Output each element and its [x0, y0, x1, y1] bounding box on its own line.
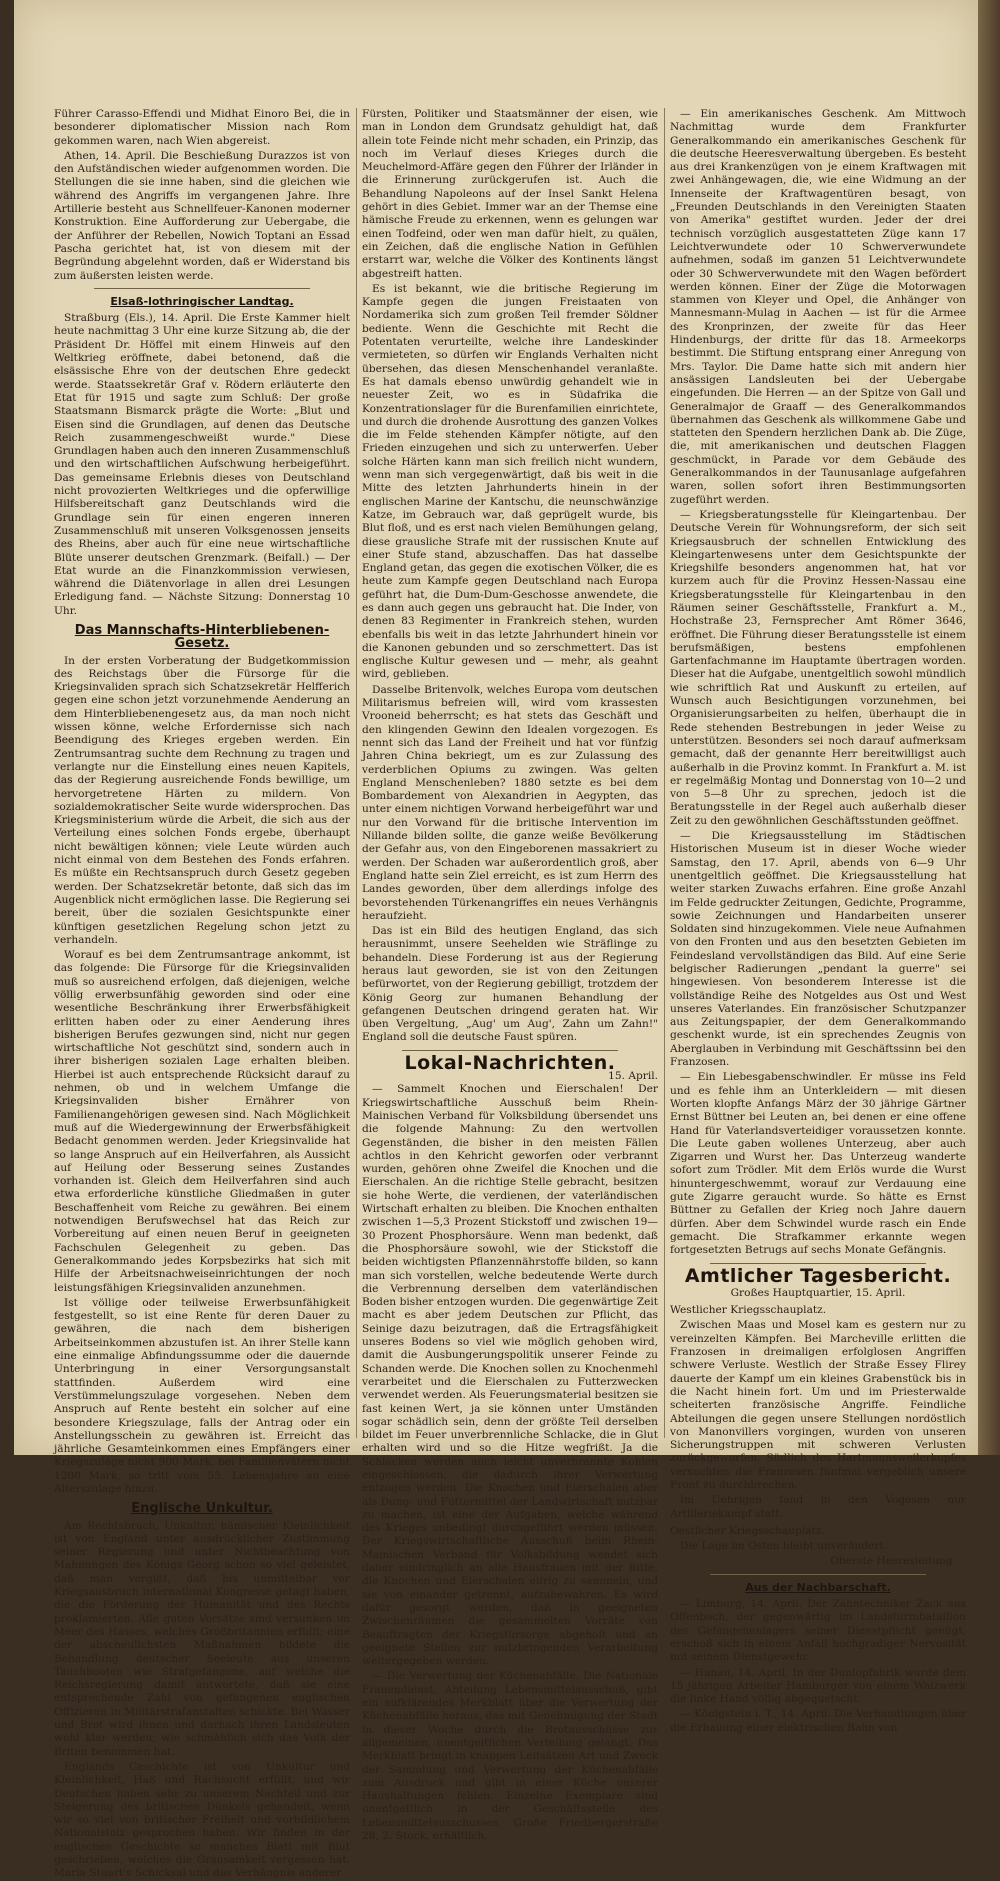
article-text: — Kriegsberatungsstelle für Kleingartenbau. Der Deutsche Verein für Wohnungsreform, der sich seit Kriegsausbruch der schnellen Entwicklung des Kleingartenwesens unter dem Gesichtspunkte der Kriegshilfe besonders angenommen hat, hat vor kurzem auch für die Provinz Hessen-Nassau eine Kriegsberatungsstelle für Kleingartenbau in den Räumen seiner Geschäftsstelle, Frankfurt a. M., Hochstraße 23, Fernsprecher Amt Römer 3646, eröffnet. Die Führung dieser Beratungsstelle ist einem berufsmäßigen, bestens empfohlenen Gartenfachmanne im Hauptamte übertragen worden. Dieser hat die Aufgabe, unentgeltlich sowohl mündlich wie schriftlich Rat und Auskunft zu erteilen, auf Wunsch auch Besichtigungen vorzunehmen, bei Organisierungsarbeiten zu helfen, überhaupt die in Rede stehenden Bestrebungen in jeder Weise zu unterstützen. Besonders sei noch darauf aufmerksam gemacht, daß der genannte Herr bereitwilligst auch außerhalb in die Provinz kommt. In Frankfurt a. M. ist er regelmäßig Montag und Donnerstag von 10—2 und von 5—8 Uhr zu sprechen, jedoch ist die Beratungsstelle in der Regel auch außerhalb dieser Zeit zu den gewöhnlichen Geschäftsstunden geöffnet. — [670, 508, 966, 827]
article-text: Ist völlige oder teilweise Erwerbsunfähigkeit festgestellt, so ist eine Rente für deren Dauer zu gewähren, die nach dem bisherigen Arbeitseinkommen abzustufen ist. An ihrer Stelle kann eine einmalige Abfindungssumme oder die dauernde Unterbringung in einer Versorgungsanstalt stattfinden. Außerdem wird eine Verstümmelungszulage vorgesehen. Neben dem Anspruch auf Rente besteht ein solcher auf eine besondere Kriegszulage, falls der Antrag oder ein Anstellungsschein zu gewähren ist. Erreicht das jährliche Gesamteinkommen eines Empfängers einer Kriegszulage nicht 900 Mark, bei Familienvätern nicht 1200 Mark, so tritt vom 55. Lebensjahre an eine Alterszulage hinzu. — [54, 1296, 350, 1495]
column-right — [670, 108, 966, 1734]
section-heading: Aus der Nachbarschaft. — [745, 1580, 891, 1594]
article-text: — Ein Liebesgabenschwindler. Er müsse ins Feld und es fehle ihm an Unterkleidern — mit diesen Worten klopfte Anfangs März der 30 jährige Gärtner Ernst Büttner bei Leuten an, bei denen er eine offene Hand für Vaterlandsverteidiger voraussetzen konnte. Die Leute gaben wollenes Unterzeug, aber auch Zigarren und Wurst her. Das Unterzeug wanderte sofort zum Trödler. Mit dem Erlös wurde die Wurst hinuntergeschwemmt, worauf zur Verdauung eine gute Zigarre geraucht wurde. So hätte es Ernst Büttner zu Gefallen der Krieg noch Jahre dauern dürfen. Aber dem Schwindel wurde rasch ein Ende gemacht. Die Strafkammer erkannte wegen fortgesetzten Betrugs auf sechs Monate Gefängnis. — [670, 1071, 966, 1257]
column-rule — [664, 108, 665, 1438]
divider — [710, 1263, 926, 1264]
column-left — [54, 108, 350, 1880]
article-text: Im Uebrigen fand in den Vogesen nur Artilleriekampf statt. — [670, 1494, 966, 1520]
column-rule — [356, 108, 357, 1438]
article-text: Straßburg (Els.), 14. April. Die Erste Kammer hielt heute nachmittag 3 Uhr eine kurze Sitzung ab, die der Präsident Dr. Höffel mit einem Hinweis auf den Weltkrieg eröffnete, dabei betonend, daß die elsässische Ehre von der deutschen Ehre gedeckt werde. Staatssekretär Graf v. Rödern erläuterte den Etat für 1915 und sagte zum Schluß: Der große Staatsmann Bismarck prägte die Worte: „Blut und Eisen sind die Grundlagen, auf denen das Deutsche Reich zusammengeschweißt wurde." Diese Grundlagen haben auch den inneren Zusammenschluß und den wirtschaftlichen Aufschwung herbeigeführt. Das gemeinsame Erlebnis dieses von Deutschland nicht provozierten Weltkrieges und die opferwillige Hilfsbereitschaft ganz Deutschlands wird die Grundlage sein für einen engeren inneren Zusammenschluß mit unseren Volksgenossen jenseits des Rheins, aber auch für eine neue wirtschaftliche Blüte unserer deutschen Grenzmark. (Beifall.) — Der Etat wurde an die Finanzkommission verwiesen, während die Diätenvorlage in allen drei Lesungen Erledigung fand. — Nächste Sitzung: Donnerstag 10 Uhr. — [54, 312, 350, 617]
article-text: Zwischen Maas und Mosel kam es gestern nur zu vereinzelten Kämpfen. Bei Marcheville erlitten die Franzosen in dreimaligen erfolglosen Angriffen schwere Verluste. Westlich der Straße Essey Flirey dauerte der Kampf um ein kleines Grabenstück bis in die Nacht hinein fort. Um und im Priesterwalde scheiterten französische Angriffe. Feindliche Abteilungen die gegen unsere Stellungen nordöstlich von Manonvillers vorgingen, wurden von unseren Sicherungstruppen mit schweren Verlusten zurückgeworfen. Südlich des Hartmannsweilerkopfes versuchten die Franzosen fünfmal vergeblich unsere Front zu durchbrechen. — [670, 1319, 966, 1491]
article-text: — Die Kriegsausstellung im Städtischen Historischen Museum ist in dieser Woche wieder Samstag, den 17. April, abends von 6—9 Uhr unentgeltlich geöffnet. Die Kriegsausstellung hat weiter starken Zuwachs erfahren. Eine große Anzahl im Felde gedruckter Zeitungen, Gedichte, Programme, sowie Zeichnungen und Handarbeiten unserer Soldaten sind hinzugekommen. Viele neue Aufnahmen von den Fronten und aus den besetzten Gebieten im Feindesland vervollständigen das Bild. Auf eine Serie belgischer Radierungen „pendant la guerre" sei hingewiesen. Von besonderem Interesse ist die vollständige Reihe des Notgeldes aus Ost und West unseres Vaterlandes. Ein französischer Schutzpanzer aus Zeitungspapier, der dem Generalkommando geschenkt wurde, ist ein sprechendes Zeugnis von Aberglauben in Verbindung mit Geschäftssinn bei den Franzosen. — [670, 830, 966, 1069]
article-text: — Die Verwertung der Küchenabfälle. Die Nationale Frauendienst, Abteilung Lebensmittelausschuß, gibt ein aufklärendes Merkblatt über die Verwertung der Küchenabfälle heraus, das mit Genehmigung der Stadt in dieser Woche durch die Brotausschüsse zur allgemeinen, unentgeltlichen Verteilung gelangt. Das Merkblatt bringt in knappen Leitsätzen Art und Zweck der Sammlung und Verwertung der Küchenabfälle zum Ausdruck und gibt in einer Küche unserer Haushaltungen fehlen. Einzelne Exemplare sind unentgeltlich in der Geschäftsstelle des Lebensmittelausschusses, Große Friedbergerstraße 28, 2. Stock, erhältlich. — [362, 1670, 658, 1842]
report-origin: Großes Hauptquartier, 15. April. — [730, 1286, 906, 1299]
section-heading: Englische Unkultur. — [131, 1501, 273, 1517]
section-heading: Das Mannschafts-Hinterbliebenen-Gesetz. — [74, 622, 330, 652]
signature: Oberste Heeresleitung. — [830, 1555, 956, 1568]
section-heading: Amtlicher Tagesbericht. — [684, 1264, 952, 1287]
subheading: Westlicher Kriegsschauplatz. — [670, 1304, 827, 1317]
article-text: — Sammelt Knochen und Eierschalen! Der Kriegswirtschaftliche Ausschuß beim Rhein-Mainischen Verband für Volksbildung übersendet uns die folgende Mahnung: Zu den wertvollen Gegenständen, die bisher in den meisten Fällen achtlos in den Kehricht geworfen oder verbrannt wurden, gehören ohne Zweifel die Knochen und die Eierschalen. An die richtige Stelle gebracht, besitzen sie hohe Werte, die verdienen, der vaterländischen Wirtschaft erhalten zu bleiben. Die Knochen enthalten zwischen 1—5,3 Prozent Stickstoff und zwischen 19—30 Prozent Phosphorsäure. Wenn man bedenkt, daß die Phosphorsäure sowohl, wie der Stickstoff die beiden wichtigsten Pflanzennährstoffe bilden, so kann man sich vorstellen, welche bedeutende Werte durch die Verbrennung derselben dem vaterländischen Boden bisher entzogen wurden. Die gegenwärtige Zeit macht es aber jedem Deutschen zur Pflicht, das Seinige dazu beizutragen, daß die Ertragsfähigkeit unseres Bodens so viel wie möglich gehoben wird, damit die Ausbungerungspolitik unserer Feinde zu Schanden werde. Die Knochen sollen zu Knochenmehl verarbeitet und die Eierschalen zu Futterzwecken verwendet werden. Als Feuerungsmaterial besitzen sie fast keinen Wert, ja sie können unter Umständen sogar schädlich sein, denn der größte Teil derselben bildet im Feuer unverbrennliche Schlacke, die in Glut erhalten wird und so die Hitze wegfrißt. Ja die Schlacken werden auch leicht unverbrannte Kohlen eingeschlossen, die dadurch ihrer Verwertung entzogen werden. Die Knochen und Eierschalen aber als Dung- und Futtermittel der Landwirtschaft nutzbar zu machen, ist eine der Aufgaben, welche während des Krieges unbedingt durchgeführt werden müssen. Der Kriegswirtschaftliche Ausschuß beim Rhein-Mainischen Verband für Volksbildung wendet sich daher eindringlich an alle Hausfrauen mit der Bitte, die Knochen und Eierschalen eifrig zu sammeln, und sie von einander getrennt, aufzubewahren. Es wird dafür gesorgt werden, daß in geeigneten Zwischenräumen die gesammelten Vorräte von Beauftragten der Kriegsfürsorge abgeholt und an geeignete Stellen zur nutzbringenden Verarbeitung weitergegeben werden. — [362, 1083, 658, 1668]
article-text: Worauf es bei dem Zentrumsantrage ankommt, ist das folgende: Die Fürsorge für die Kriegsinvaliden muß so ausreichend erfolgen, daß diejenigen, welche völlig erwerbsunfähig geworden sind oder eine wesentliche Beschränkung ihrer Erwerbsfähigkeit erlitten haben oder zu einer Aenderung ihres bisherigen Berufes gezwungen sind, nicht nur gegen wirtschaftliche Not geschützt sind, sondern auch in ihrer bisherigen sozialen Lage erhalten bleiben. Hierbei ist auch entsprechende Rücksicht darauf zu nehmen, ob und in welchem Umfange die Kriegsinvaliden bisher Ernährer von Familienangehörigen gewesen sind. Nach Möglichkeit muß auf die Wiedergewinnung der Erwerbsfähigkeit Bedacht genommen werden. Jeder Kriegsinvalide hat so lange Anspruch auf ein Heilverfahren, als Aussicht auf Heilung oder Besserung seines Zustandes vorhanden ist. Gleich dem Heilverfahren sind auch etwa erforderliche künstliche Gliedmaßen in guter Beschaffenheit vom Reiche zu gewähren. Bei einem notwendigen Berufswechsel hat das Reich zur Vorbereitung auf einen neuen Beruf in geeigneten Fachschulen Gelegenheit zu geben. Das Generalkommando jedes Korpsbezirks hat sich mit Hilfe der Arbeitsnachweiseinrichtungen der noch leistungsfähigen Kriegsinvaliden anzunehmen. — [54, 949, 350, 1294]
column-middle — [362, 108, 658, 1842]
article-text: — Hanau, 14. April. In der Dunlopfabrik wurde dem 15 jährigen Arbeiter Hamburger von einem Walzwerk die linke Hand völlig abgequetscht. — [670, 1666, 966, 1706]
subheading: Oestlicher Kriegsschauplatz. — [670, 1524, 825, 1537]
article-text: Athen, 14. April. Die Beschießung Durazzos ist von den Aufständischen wieder aufgenommen worden. Die Stellungen die sie inne haben, sind die gleichen wie während des Angriffs im vergangenen Jahre. Ihre Artillerie besteht aus Schnellfeuer-Kanonen moderner Konstruktion. Eine Aufforderung zur Uebergabe, die der Anführer der Rebellen, Nowich Toptani an Essad Pascha gerichtet hat, ist von diesem mit der Begründung abgelehnt worden, daß er Widerstand bis zum äußersten leisten werde. — [54, 149, 350, 282]
article-text: — Ein amerikanisches Geschenk. Am Mittwoch Nachmittag wurde dem Frankfurter Generalkommando ein amerikanisches Geschenk für die deutsche Heeresverwaltung übergeben. Es besteht aus drei Krankenzügen von je einem Kraftwagen mit zwei Anhängewagen, die, wie eine Widmung an der Innenseite der Kraftwagentüren besagt, von „Freunden Deutschlands in den Vereinigten Staaten von Amerika" gestiftet wurden. Jeder der drei technisch vorzüglich ausgestatteten Züge kann 17 Leichtverwundete oder 10 Schwerverwundete aufnehmen, sodaß im ganzen 51 Leichtverwundete oder 30 Schwerverwundete mit den Wagen befördert werden können. Einer der Züge die Motorwagen stammen von Kleyer und Opel, die Anhänger von Mannesmann-Mulag in Aachen — ist für die Armee des Kronprinzen, der zweite für das Heer Hindenburgs, der dritte für das 18. Armeekorps bestimmt. Die Stiftung entsprang einer Anregung von Mrs. Taylor. Die Dame hatte sich mit andern hier ansässigen Landsleuten bei der Uebergabe eingefunden. Die Herren — an der Spitze von Gall und Generalmajor de Graaff — des Generalkommandos übernahmen das Geschenk als willkommene Gabe und statteten den Spendern herzlichen Dank ab. Die Züge, die, mit amerikanischen und deutschen Flaggen geschmückt, in Parade vor dem Gebäude des Generalkommandos in der Taunusanlage aufgefahren waren, sollen sofort ihren Bestimmungsorten zugeführt werden. — [670, 108, 966, 506]
article-text: In der ersten Vorberatung der Budgetkommission des Reichstags über die Fürsorge für die Kriegsinvaliden sprach sich Schatzsekretär Helfferich gegen eine schon jetzt vorzunehmende Aenderung an dem Hinterbliebenengesetz aus, da man noch nicht wissen könne, welche Erfordernisse sich nach Beendigung des Krieges ergeben werden. Ein Zentrumsantrag suchte dem Rechnung zu tragen und verlangte nur die Einstellung eines neuen Kapitels, das der Regierung ausreichende Fonds bewillige, um hervorgetretene Härten zu mildern. Von sozialdemokratischer Seite wurde widersprochen. Das Kriegsministerium würde die Arbeit, die sich aus der Verteilung eines solchen Fonds ergebe, überhaupt nicht bewältigen können; viele Leute würden auch nicht einmal von dem Bestehen des Fonds erfahren. Es müßte ein Rechtsanspruch durch Gesetz gegeben werden. Der Schatzsekretär betonte, daß sich das im Augenblick nicht ermöglichen lasse. Die Regierung sei bereit, über die sozialen Gesichtspunkte einer künftigen gesetzlichen Regelung schon jetzt zu verhandeln. — [54, 654, 350, 946]
section-date: 15. April. — [608, 1070, 658, 1083]
article-text: — Königstein i. T., 14. April. Die Verhandlungen über die Erbauung einer elektrischen Bahn von — [670, 1708, 966, 1734]
article-text: Führer Carasso-Effendi und Midhat Einoro Bei, die in besonderer diplomatischer Mission nach Rom gekommen waren, nach Wien abgereist. — [54, 108, 350, 147]
divider — [94, 288, 310, 289]
article-text: Englands Geschichte ist von Unkultur und Kleinlichkeit, Haß und Rachsucht erfüllt, und wir Deutschen haben sehr zu unserem Nachteil und zur Steigerung des britischen Dünkels gehandelt, wenn wir so viel von britischer Freiheit und vorbildlichem Nationalstolz gesprochen haben. Wir finden in der englischen Geschichte so manches Blatt mit Blut geschrieben, welches die Grausamkeit vergessen hat. Maria Stuart's Schicksal und das Verhängnis anderer — [54, 1760, 350, 1880]
article-text: Am Rechtsbruch, Unkultur, hämischer Kleinlichkeit ist von England unter ausdrücklicher Zustimmung seiner Regierung und unter Nichtbeachtung von Mahnungen des Königs Georg schon so viel geleistet, daß man vergißt, daß bis unmittelbar vor Kriegsausbruch international Kongresse getagt haben, die die Förderung der Humanität und des Rechts proklamierten. Alle guten Vorsätze sind versunken im Meer des Hasses, welches Großbritannien erfüllt; eine der abscheulichsten Maßnahmen bildete die Behandlung deutscher Seeleute aus unseren Tauchbooten wie Strafgefangene, auf welche die Reichsregierung damit antwortete, daß sie eine entsprechende Zahl von gefangenen englischen Offizieren in Militärstrafanstalten schickte. Bei Wasser und Brot wird ihnen und darnach ihren Landsleuten wohl klar werden, wie schmählich sich das Volk der Briten benommen hat. — [54, 1519, 350, 1758]
divider — [402, 1050, 618, 1051]
article-text: Es ist bekannt, wie die britische Regierung im Kampfe gegen die jungen Freistaaten von Nordamerika sich zum großen Teil fremder Söldner bediente. Wenn die Geschichte mit Recht die Potentaten verurteilte, welche ihre Landeskinder vermieteten, so dürfen wir Englands Verhalten nicht übersehen, das diesen Menschenhandel veranlaßte. Es hat damals ebenso unwürdig gehandelt wie in neuester Zeit, wo es in Südafrika die Konzentrationslager für die Burenfamilien einrichtete, und durch die drohende Ausrottung des ganzen Volkes die im Felde stehenden Kämpfer nötigte, auf den Frieden einzugehen und sich zu unterwerfen. Ueber solche Härten kann man sich freilich nicht wundern, wenn man sich vergegenwärtigt, daß bis weit in die Mitte des letzten Jahrhunderts hinein in der englischen Marine der Kantschu, die neunschwänzige Katze, im Gebrauch war, daß geprügelt wurde, bis Blut floß, und es erst nach vielen Bemühungen gelang, diese grausliche Strafe mit der russischen Knute auf einer Stufe stand, abzuschaffen. Das hat dasselbe England getan, das gegen die exotischen Völker, die es heute zum Kampfe gegen Deutschland nach Europa geführt hat, die Dum-Dum-Geschosse anwendete, die es dann auch gegen uns gebraucht hat. Die Inder, von denen 83 Regimenter in Frankreich stehen, wurden ebenfalls bis weit in das letzte Jahrhundert hinein vor die Kanonen gebunden und so zerschmettert. Das ist englische Kultur gewesen und — mehr, als geahnt wird, geblieben. — [362, 282, 658, 681]
newspaper-page — [14, 0, 978, 1880]
section-heading: Lokal-Nachrichten. — [404, 1051, 616, 1074]
article-text: Die Lage im Osten bleibt unverändert. — [680, 1540, 888, 1553]
article-text: Das ist ein Bild des heutigen England, das sich herausnimmt, unsere Seehelden wie Sträflinge zu behandeln. Diese Forderung ist aus der Regierung heraus laut geworden, sie ist von den Zeitungen befürwortet, von der Regierung gebilligt, trotzdem der König Georg zur humanen Behandlung der gefangenen Deutschen dringend geraten hat. Wir üben Vergeltung, „Aug' um Aug', Zahn um Zahn!" England soll die deutsche Faust spüren. — [362, 925, 658, 1044]
divider — [710, 1574, 926, 1575]
article-text: Dasselbe Britenvolk, welches Europa vom deutschen Militarismus befreien will, wird vom krassesten Vrooneid beherrscht; es hat stets das Geschäft und den klingenden Gewinn den Idealen vorgezogen. Es nennt sich das Land der Freiheit und hat vor fünfzig Jahren China bekriegt, um es zur Zulassung des verderblichen Opiums zu zwingen. Was gelten England Menschenleben? 1880 setzte es bei dem Bombardement von Alexandrien in Aegypten, das unter einem nichtigen Vorwand herbeigeführt war und nur den Vorwand für die britische Intervention im Nillande bilden sollte, die ganze weiße Bevölkerung der Gefahr aus, von den Eingeborenen massakriert zu werden. Der Schaden war außerordentlich groß, aber England hatte sein Ziel erreicht, es ist zum Herrn des Landes geworden, über dem allerdings infolge des bevorstehenden Türkenangriffes ein neues Verhängnis heraufzieht. — [362, 683, 658, 922]
article-text: — Limburg, 14. April. Der Zahntechniker Zack aus Offenbach, der gegenwärtig im Landsturmbataillon des Gefangenenlagers seiner Dienstpflicht genügt, erschoß sich in einem Anfall hochgradiger Nervosität mit seinem Dienstgewehr. — [670, 1598, 966, 1664]
section-heading: Elsaß-lothringischer Landtag. — [110, 294, 294, 308]
article-text: Fürsten, Politiker und Staatsmänner der eisen, wie man in London dem Grundsatz gehuldigt hat, daß allein tote Feinde nicht mehr schaden, ein Prinzip, das noch im Verlauf dieses Krieges durch die Meuchelmord-Affäre gegen den Führer der Irländer in die Erinnerung zurückgerufen ist. Auch die Behandlung Napoleons auf der Insel Sankt Helena gehört in dies Gebiet. Immer war an der Themse eine hämische Freude zu erkennen, wenn es gelungen war einen Todfeind, oder wen man dafür hielt, zu quälen, ein Zeichen, daß die englische Nation in Gefühlen erstarrt war, welche die Völker des Kontinents längst abgestreift hatten. — [362, 108, 658, 280]
page-edge — [978, 0, 1000, 1455]
